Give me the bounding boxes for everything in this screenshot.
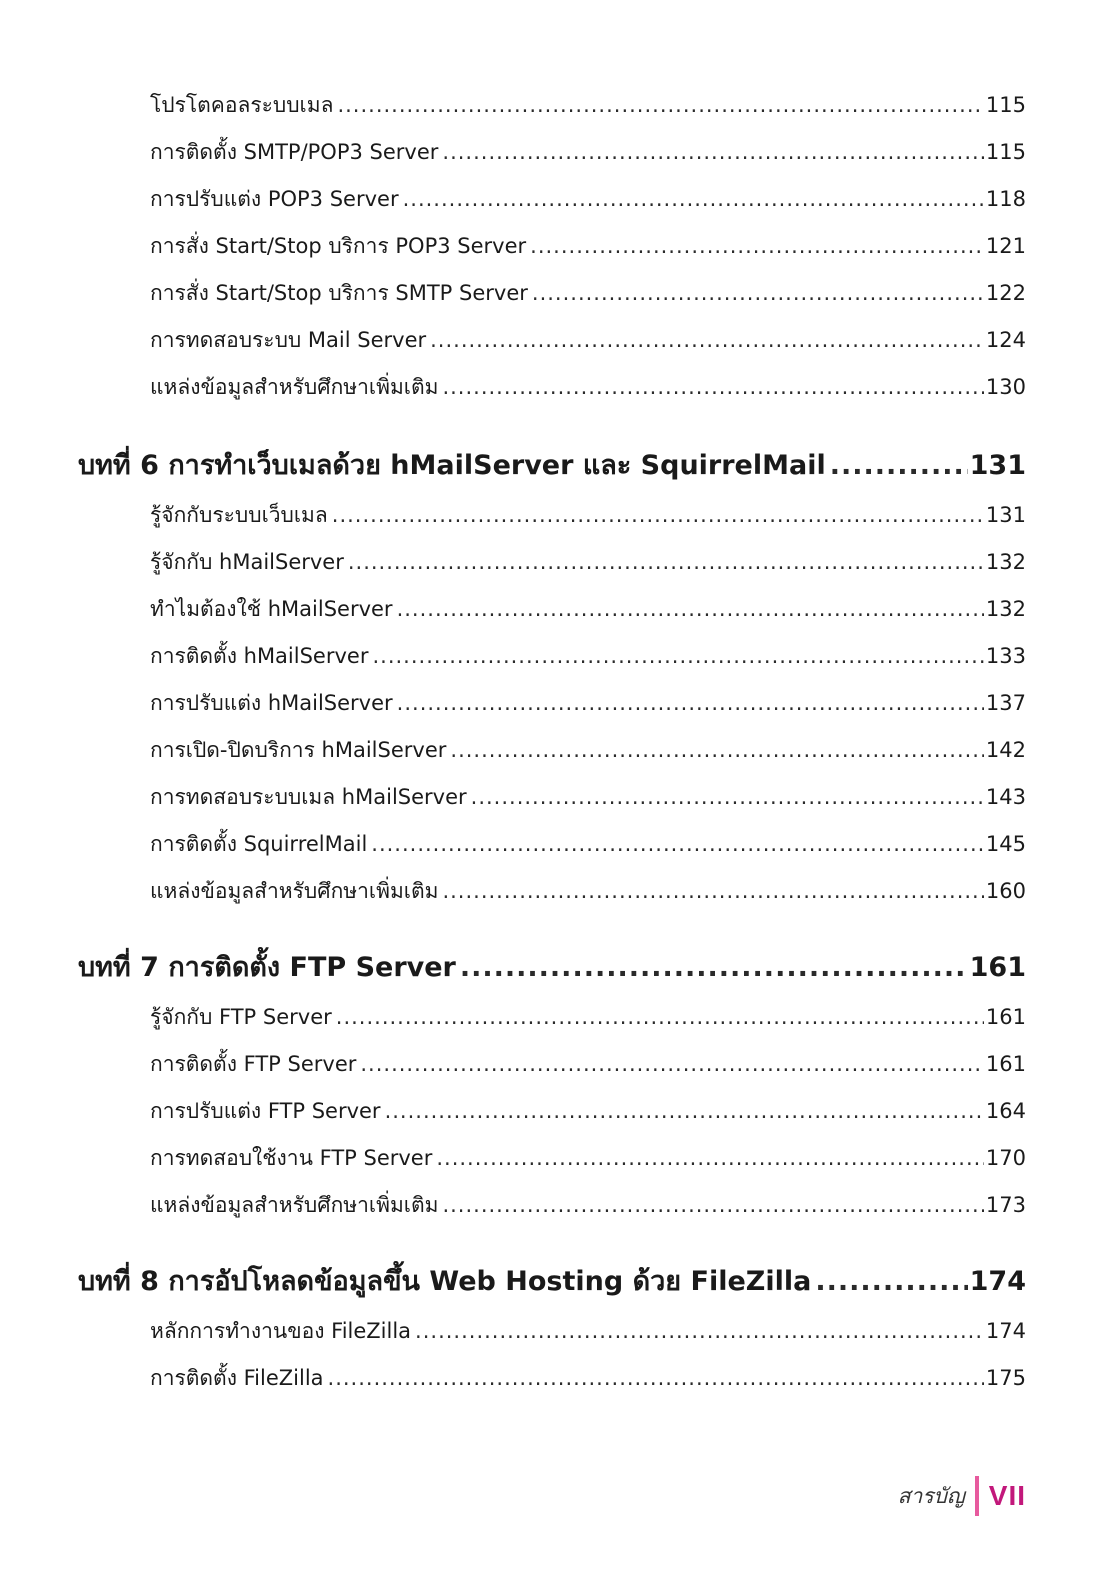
toc-entry[interactable] [150,231,1026,261]
dot-leader [436,1143,984,1173]
dot-leader [415,1316,984,1346]
footer-accent-bar [975,1476,979,1516]
toc-entry-title: ทำไมต้องใช้ hMailServer [150,597,393,621]
chapter-page: 174 [969,1266,1026,1297]
toc-entry-title: หลักการทำงานของ FileZilla [150,1319,412,1343]
footer-page-number: VII [988,1480,1026,1511]
toc-entry-page: 160 [985,879,1026,903]
toc-entry-page: 132 [985,597,1026,621]
toc-entry-page: 132 [985,550,1026,574]
dot-leader [430,325,984,355]
toc-entry-page: 173 [985,1193,1026,1217]
footer-section-label: สารบัญ [897,1483,965,1508]
toc-entry[interactable] [150,137,1026,167]
toc-entry-title: รู้จักกับ hMailServer [150,550,344,574]
dot-leader [372,641,983,671]
toc-entry-title: รู้จักกับระบบเว็บเมล [150,503,328,527]
toc-entry[interactable] [150,1002,1026,1032]
toc-entry[interactable] [150,500,1026,530]
toc-entry-page: 143 [985,785,1026,809]
toc-entry-title: การสั่ง Start/Stop บริการ SMTP Server [150,281,528,305]
toc-entry-page: 145 [985,832,1026,856]
toc-entry-page: 130 [985,375,1026,399]
toc-entry-page: 115 [985,140,1026,164]
toc-entry-title: การปรับแต่ง FTP Server [150,1099,381,1123]
dot-leader [332,500,984,530]
toc-entry[interactable] [150,325,1026,355]
toc-entry-title: การติดตั้ง SMTP/POP3 Server [150,140,439,164]
dot-leader [830,446,968,486]
toc-entry-page: 164 [985,1099,1026,1123]
dot-leader [328,1363,984,1393]
toc-entry-page: 137 [985,691,1026,715]
dot-leader [815,1262,967,1302]
toc-entry-page: 161 [985,1005,1026,1029]
toc-entry-title: การปรับแต่ง POP3 Server [150,187,399,211]
toc-entry[interactable] [150,1049,1026,1079]
dot-leader [385,1096,984,1126]
toc-entry[interactable] [150,1143,1026,1173]
toc-entry-title: การทดสอบระบบเมล hMailServer [150,785,467,809]
chapter-title: บทที่ 8 การอัปโหลดข้อมูลขึ้น Web Hosting ด้วย FileZilla [78,1266,812,1297]
dot-leader [397,594,984,624]
toc-entry-page: 115 [985,93,1026,117]
toc-entry[interactable] [150,372,1026,402]
dot-leader [442,876,983,906]
toc-entry-page: 121 [985,234,1026,258]
toc-entry[interactable] [150,782,1026,812]
toc-entry[interactable] [150,1316,1026,1346]
dot-leader [360,1049,984,1079]
toc-entry[interactable] [150,1190,1026,1220]
dot-leader [460,948,968,988]
toc-entry-page: 118 [985,187,1026,211]
toc-entry[interactable] [150,688,1026,718]
toc-entry-title: การติดตั้ง FileZilla [150,1366,324,1390]
toc-entry-title: การทดสอบระบบ Mail Server [150,328,427,352]
toc-entry-page: 161 [985,1052,1026,1076]
toc-entry-title: แหล่งข้อมูลสำหรับศึกษาเพิ่มเติม [150,1193,439,1217]
toc-entry-title: การทดสอบใช้งาน FTP Server [150,1146,433,1170]
toc-entry-page: 122 [985,281,1026,305]
dot-leader [397,688,984,718]
toc-entry-page: 142 [985,738,1026,762]
chapter-page: 131 [969,450,1026,481]
toc-entry-title: การสั่ง Start/Stop บริการ POP3 Server [150,234,527,258]
dot-leader [403,184,984,214]
toc-entry-title: แหล่งข้อมูลสำหรับศึกษาเพิ่มเติม [150,375,439,399]
toc-entry-title: การติดตั้ง hMailServer [150,644,369,668]
chapter-title: บทที่ 6 การทำเว็บเมลด้วย hMailServer และ SquirrelMail [78,450,826,481]
dot-leader [336,1002,984,1032]
toc-entry-title: การติดตั้ง FTP Server [150,1052,357,1076]
toc-entry-title: แหล่งข้อมูลสำหรับศึกษาเพิ่มเติม [150,879,439,903]
toc-entry-title: การปรับแต่ง hMailServer [150,691,393,715]
toc-entry-page: 174 [985,1319,1026,1343]
toc-entry[interactable] [150,594,1026,624]
toc-entry-title: การติดตั้ง SquirrelMail [150,832,368,856]
dot-leader [371,829,984,859]
dot-leader [442,137,984,167]
dot-leader [450,735,984,765]
toc-entry[interactable] [150,1363,1026,1393]
toc-entry-title: รู้จักกับ FTP Server [150,1005,332,1029]
toc-chapter-7[interactable] [78,948,1026,988]
toc-entry[interactable] [150,547,1026,577]
toc-entry[interactable] [150,1096,1026,1126]
toc-chapter-8[interactable] [78,1262,1026,1302]
toc-entry[interactable] [150,735,1026,765]
toc-chapter-6[interactable] [78,446,1026,486]
chapter-title: บทที่ 7 การติดตั้ง FTP Server [78,952,456,983]
toc-entry[interactable] [150,90,1026,120]
toc-entry-title: โปรโตคอลระบบเมล [150,93,334,117]
toc-entry-page: 133 [985,644,1026,668]
page-footer [898,1476,1026,1516]
toc-entry[interactable] [150,184,1026,214]
dot-leader [348,547,984,577]
dot-leader [471,782,984,812]
toc-entry[interactable] [150,829,1026,859]
dot-leader [532,278,984,308]
toc-entry[interactable] [150,641,1026,671]
dot-leader [442,1190,983,1220]
chapter-page: 161 [969,952,1026,983]
toc-entry-page: 131 [985,503,1026,527]
toc-entry-title: การเปิด-ปิดบริการ hMailServer [150,738,447,762]
toc-entry[interactable] [150,278,1026,308]
toc-entry[interactable] [150,876,1026,906]
dot-leader [337,90,983,120]
toc-entry-page: 175 [985,1366,1026,1390]
dot-leader [442,372,983,402]
dot-leader [530,231,984,261]
toc-entry-page: 170 [985,1146,1026,1170]
toc-entry-page: 124 [985,328,1026,352]
